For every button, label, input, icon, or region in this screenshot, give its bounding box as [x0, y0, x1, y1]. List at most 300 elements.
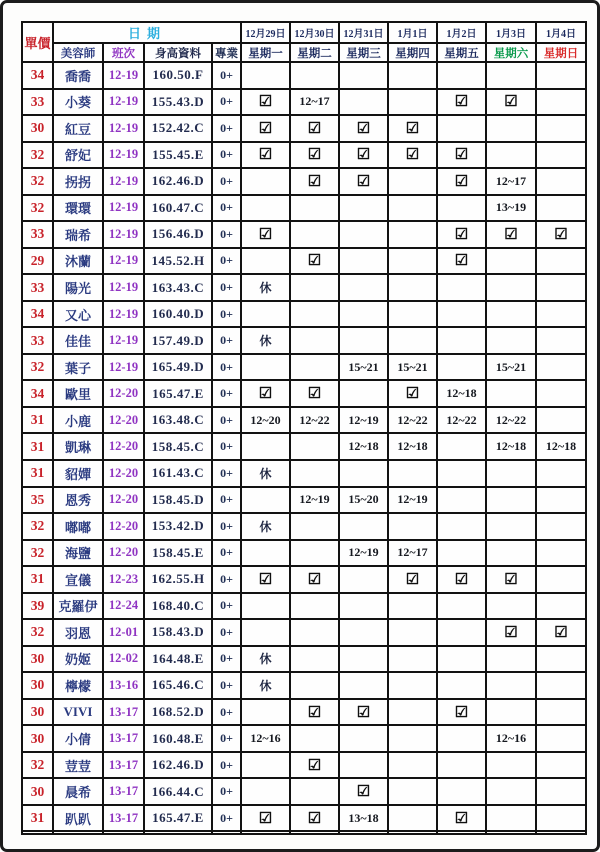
time-range-cell: 12~16 [241, 725, 290, 752]
day-cell [536, 831, 586, 834]
checked-checkbox-icon: ☑ [241, 115, 290, 142]
day-cell [486, 301, 536, 328]
checked-checkbox-icon: ☑ [437, 805, 486, 832]
day-cell [536, 725, 586, 752]
specialty-cell: 0+ [212, 195, 241, 222]
shift-cell: 12-24 [103, 593, 144, 620]
specialty-cell: 0+ [212, 752, 241, 779]
day-cell [290, 195, 339, 222]
day-cell [241, 354, 290, 381]
height-info-cell: 166.44.C [144, 778, 212, 805]
beautician-name-cell: 晨希 [53, 778, 103, 805]
checked-checkbox-icon: ☑ [437, 699, 486, 726]
beautician-name-cell: 陽光 [53, 274, 103, 301]
day-cell [388, 62, 437, 89]
height-info-cell: 152.42.C [144, 115, 212, 142]
day-cell [536, 168, 586, 195]
day-cell [437, 725, 486, 752]
weekday-header-fri: 星期五 [437, 43, 486, 62]
checked-checkbox-icon: ☑ [486, 619, 536, 646]
rest-day-cell: 休 [241, 672, 290, 699]
specialty-cell: 0+ [212, 805, 241, 832]
day-cell [241, 248, 290, 275]
shift-cell: 12-19 [103, 115, 144, 142]
specialty-cell: 0+ [212, 301, 241, 328]
day-cell [437, 513, 486, 540]
day-cell [290, 327, 339, 354]
price-cell: 31 [22, 566, 53, 593]
price-cell: 32 [22, 142, 53, 169]
day-cell [388, 646, 437, 673]
day-cell [486, 778, 536, 805]
day-cell [290, 593, 339, 620]
day-cell [486, 752, 536, 779]
shift-cell: 12-20 [103, 433, 144, 460]
shift-cell: 12-19 [103, 274, 144, 301]
price-cell: 31 [22, 805, 53, 832]
price-cell: 32 [22, 752, 53, 779]
shift-cell: 12-19 [103, 142, 144, 169]
height-info-cell: 160.40.D [144, 301, 212, 328]
shift-cell: 12-19 [103, 248, 144, 275]
time-range-cell: 12~18 [437, 380, 486, 407]
beautician-name-cell: 紅豆 [53, 115, 103, 142]
day-cell [536, 274, 586, 301]
day-cell [339, 89, 388, 116]
height-info-cell: 165.47.E [144, 380, 212, 407]
height-info-cell: 165.49.D [144, 354, 212, 381]
day-cell [290, 354, 339, 381]
checked-checkbox-icon: ☑ [290, 805, 339, 832]
day-cell [388, 725, 437, 752]
day-cell [388, 805, 437, 832]
day-cell [388, 195, 437, 222]
price-cell: 33 [22, 221, 53, 248]
specialty-cell: 0+ [212, 407, 241, 434]
price-cell: 39 [22, 593, 53, 620]
time-range-cell: 15~21 [486, 354, 536, 381]
day-cell [536, 566, 586, 593]
day-cell [339, 646, 388, 673]
time-range-cell: 13~18 [339, 805, 388, 832]
height-info-cell: 162.46.D [144, 168, 212, 195]
day-cell [486, 540, 536, 567]
checked-checkbox-icon: ☑ [486, 221, 536, 248]
price-cell: 34 [22, 62, 53, 89]
day-cell [486, 513, 536, 540]
rest-day-cell: 休 [241, 646, 290, 673]
day-cell [241, 831, 290, 834]
checked-checkbox-icon: ☑ [241, 805, 290, 832]
time-range-cell: 15~20 [339, 487, 388, 514]
shift-cell: 12-19 [103, 354, 144, 381]
beautician-name-cell: 喬喬 [53, 62, 103, 89]
day-cell [388, 619, 437, 646]
rest-day-cell: 休 [241, 460, 290, 487]
day-cell [486, 142, 536, 169]
shift-cell: 13-16 [103, 672, 144, 699]
beautician-name-cell: 恩秀 [53, 487, 103, 514]
height-info-cell: 158.45.C [144, 433, 212, 460]
height-info-cell: 158.45.D [144, 487, 212, 514]
price-cell: 33 [22, 89, 53, 116]
day-cell [437, 274, 486, 301]
price-cell: 34 [22, 301, 53, 328]
day-cell [486, 593, 536, 620]
checked-checkbox-icon: ☑ [241, 566, 290, 593]
beautician-name-cell: 嘟嘟 [53, 513, 103, 540]
time-range-cell: 12~18 [536, 433, 586, 460]
day-cell [339, 725, 388, 752]
schedule-row [22, 115, 586, 142]
schedule-row [22, 274, 586, 301]
day-cell [339, 566, 388, 593]
schedule-row [22, 142, 586, 169]
day-cell [388, 593, 437, 620]
time-range-cell: 13~19 [486, 195, 536, 222]
day-cell [388, 699, 437, 726]
specialty-cell: 0+ [212, 89, 241, 116]
day-cell [437, 115, 486, 142]
schedule-row [22, 354, 586, 381]
day-cell [339, 301, 388, 328]
day-cell [339, 62, 388, 89]
day-cell [388, 89, 437, 116]
weekday-header-mon: 星期一 [241, 43, 290, 62]
rest-day-cell: 休 [241, 327, 290, 354]
schedule-row [22, 301, 586, 328]
checked-checkbox-icon: ☑ [290, 248, 339, 275]
day-cell [536, 672, 586, 699]
day-cell [241, 168, 290, 195]
beautician-name-cell: 歐里 [53, 380, 103, 407]
time-range-cell: 12~22 [437, 407, 486, 434]
rest-day-cell: 休 [241, 274, 290, 301]
day-cell [388, 327, 437, 354]
schedule-row [22, 699, 586, 726]
height-info-header: 身高資料 [144, 43, 212, 62]
day-cell [536, 195, 586, 222]
height-info-cell: 162.55.H [144, 566, 212, 593]
day-cell [437, 831, 486, 834]
height-info-cell: 158.45.E [144, 540, 212, 567]
checked-checkbox-icon: ☑ [388, 115, 437, 142]
beautician-name-cell: 海鹽 [53, 540, 103, 567]
height-info-cell: 156.46.D [144, 221, 212, 248]
day-cell [241, 433, 290, 460]
shift-cell: 13-17 [103, 778, 144, 805]
checked-checkbox-icon: ☑ [437, 566, 486, 593]
height-info-cell: 160.48.E [144, 725, 212, 752]
price-cell: 32 [22, 513, 53, 540]
day-cell [290, 301, 339, 328]
schedule-row [22, 646, 586, 673]
day-cell [290, 540, 339, 567]
date-header-6: 1月3日 [486, 22, 536, 43]
day-cell [339, 248, 388, 275]
day-cell [486, 248, 536, 275]
specialty-header: 專業 [212, 43, 241, 62]
day-cell [437, 672, 486, 699]
specialty-cell: 0+ [212, 221, 241, 248]
checked-checkbox-icon: ☑ [339, 168, 388, 195]
checked-checkbox-icon: ☑ [388, 566, 437, 593]
day-cell [290, 274, 339, 301]
day-cell [536, 407, 586, 434]
day-cell [486, 274, 536, 301]
checked-checkbox-icon: ☑ [437, 168, 486, 195]
day-cell [290, 513, 339, 540]
checked-checkbox-icon: ☑ [290, 699, 339, 726]
shift-cell: 12-20 [103, 460, 144, 487]
checked-checkbox-icon: ☑ [339, 778, 388, 805]
specialty-cell: 0+ [212, 619, 241, 646]
day-cell [339, 327, 388, 354]
day-cell [241, 195, 290, 222]
day-cell [339, 513, 388, 540]
price-cell [22, 831, 53, 834]
specialty-cell: 0+ [212, 248, 241, 275]
day-cell [486, 672, 536, 699]
specialty-cell: 0+ [212, 115, 241, 142]
day-cell [486, 380, 536, 407]
price-cell: 31 [22, 433, 53, 460]
checked-checkbox-icon: ☑ [437, 142, 486, 169]
day-cell [388, 301, 437, 328]
checked-checkbox-icon: ☑ [388, 380, 437, 407]
day-cell [290, 433, 339, 460]
shift-cell: 12-20 [103, 487, 144, 514]
beautician-name-cell: 小葵 [53, 89, 103, 116]
day-cell [536, 301, 586, 328]
weekday-header-sun: 星期日 [536, 43, 586, 62]
schedule-row [22, 805, 586, 832]
weekday-header-sat: 星期六 [486, 43, 536, 62]
time-range-cell: 12~17 [486, 168, 536, 195]
time-range-cell: 12~20 [241, 407, 290, 434]
beautician-name-cell: 檸檬 [53, 672, 103, 699]
specialty-cell: 0+ [212, 566, 241, 593]
day-cell [339, 380, 388, 407]
checked-checkbox-icon: ☑ [290, 142, 339, 169]
specialty-cell: 0+ [212, 460, 241, 487]
shift-cell: 12-20 [103, 540, 144, 567]
shift-cell: 12-23 [103, 566, 144, 593]
time-range-cell: 12~22 [388, 407, 437, 434]
shift-cell: 12-19 [103, 301, 144, 328]
day-cell [241, 487, 290, 514]
price-cell: 30 [22, 115, 53, 142]
price-cell: 33 [22, 274, 53, 301]
time-range-cell: 12~18 [486, 433, 536, 460]
date-header-3: 12月31日 [339, 22, 388, 43]
date-header-1: 12月29日 [241, 22, 290, 43]
day-cell [536, 699, 586, 726]
beautician-name-cell: 貂嬋 [53, 460, 103, 487]
schedule-row [22, 513, 586, 540]
day-cell [437, 327, 486, 354]
day-cell [437, 354, 486, 381]
checked-checkbox-icon: ☑ [437, 248, 486, 275]
shift-cell [103, 831, 144, 834]
schedule-row [22, 407, 586, 434]
height-info-cell: 164.48.E [144, 646, 212, 673]
checked-checkbox-icon: ☑ [241, 380, 290, 407]
day-cell [437, 752, 486, 779]
beautician-name-cell: 佳佳 [53, 327, 103, 354]
time-range-cell: 12~22 [486, 407, 536, 434]
beautician-name-cell: 荳荳 [53, 752, 103, 779]
time-range-cell: 12~16 [486, 725, 536, 752]
day-cell [437, 778, 486, 805]
height-info-cell [144, 831, 212, 834]
beautician-name-cell: 凱琳 [53, 433, 103, 460]
schedule-row [22, 221, 586, 248]
beautician-name-cell: 奶姬 [53, 646, 103, 673]
weekday-header-tue: 星期二 [290, 43, 339, 62]
day-cell [290, 778, 339, 805]
beautician-name-cell: 宣儀 [53, 566, 103, 593]
date-header-2: 12月30日 [290, 22, 339, 43]
rest-day-cell: 休 [241, 513, 290, 540]
beautician-schedule-table [21, 21, 587, 835]
specialty-cell: 0+ [212, 593, 241, 620]
shift-cell: 12-19 [103, 89, 144, 116]
specialty-cell: 0+ [212, 646, 241, 673]
shift-cell: 12-20 [103, 407, 144, 434]
specialty-cell: 0+ [212, 778, 241, 805]
schedule-row [22, 89, 586, 116]
day-cell [437, 619, 486, 646]
day-cell [437, 62, 486, 89]
price-cell: 32 [22, 195, 53, 222]
day-cell [388, 274, 437, 301]
day-cell [290, 460, 339, 487]
checked-checkbox-icon: ☑ [339, 699, 388, 726]
beautician-name-cell: 瑞希 [53, 221, 103, 248]
day-cell [241, 752, 290, 779]
price-cell: 30 [22, 646, 53, 673]
schedule-row [22, 487, 586, 514]
day-cell [437, 433, 486, 460]
day-cell [536, 142, 586, 169]
day-cell [536, 513, 586, 540]
beautician-name-cell: 環環 [53, 195, 103, 222]
checked-checkbox-icon: ☑ [437, 221, 486, 248]
day-cell [536, 327, 586, 354]
height-info-cell: 161.43.C [144, 460, 212, 487]
day-cell [290, 672, 339, 699]
day-cell [241, 593, 290, 620]
checked-checkbox-icon: ☑ [290, 380, 339, 407]
day-cell [241, 301, 290, 328]
schedule-row [22, 327, 586, 354]
day-cell [437, 460, 486, 487]
day-cell [536, 593, 586, 620]
checked-checkbox-icon: ☑ [241, 221, 290, 248]
day-cell [388, 460, 437, 487]
schedule-row [22, 725, 586, 752]
height-info-cell: 155.43.D [144, 89, 212, 116]
price-cell: 30 [22, 778, 53, 805]
beautician-name-cell [53, 831, 103, 834]
day-cell [339, 672, 388, 699]
day-cell [388, 672, 437, 699]
schedule-row [22, 433, 586, 460]
day-cell [388, 752, 437, 779]
day-cell [339, 619, 388, 646]
day-cell [536, 540, 586, 567]
checked-checkbox-icon: ☑ [290, 115, 339, 142]
checked-checkbox-icon: ☑ [486, 89, 536, 116]
day-cell [536, 380, 586, 407]
weekday-header-thu: 星期四 [388, 43, 437, 62]
specialty-cell: 0+ [212, 487, 241, 514]
day-cell [241, 699, 290, 726]
shift-cell: 13-17 [103, 805, 144, 832]
day-cell [486, 805, 536, 832]
schedule-row [22, 168, 586, 195]
day-cell [486, 646, 536, 673]
day-cell [241, 778, 290, 805]
day-cell [388, 168, 437, 195]
height-info-cell: 160.47.C [144, 195, 212, 222]
height-info-cell: 162.46.D [144, 752, 212, 779]
height-info-cell: 157.49.D [144, 327, 212, 354]
time-range-cell: 12~19 [290, 487, 339, 514]
day-cell [339, 195, 388, 222]
height-info-cell: 165.46.C [144, 672, 212, 699]
height-info-cell: 155.45.E [144, 142, 212, 169]
day-cell [536, 89, 586, 116]
checked-checkbox-icon: ☑ [437, 89, 486, 116]
price-cell: 30 [22, 725, 53, 752]
day-cell [290, 831, 339, 834]
height-info-cell: 163.43.C [144, 274, 212, 301]
day-cell [241, 540, 290, 567]
checked-checkbox-icon: ☑ [536, 619, 586, 646]
checked-checkbox-icon: ☑ [290, 566, 339, 593]
day-cell [536, 487, 586, 514]
beautician-name-cell: 又心 [53, 301, 103, 328]
beautician-name-cell: 舒妃 [53, 142, 103, 169]
date-header-4: 1月1日 [388, 22, 437, 43]
time-range-cell: 12~17 [388, 540, 437, 567]
beautician-name-cell: 小鹿 [53, 407, 103, 434]
specialty-cell: 0+ [212, 354, 241, 381]
schedule-row [22, 672, 586, 699]
shift-cell: 12-20 [103, 380, 144, 407]
day-cell [437, 540, 486, 567]
day-cell [388, 831, 437, 834]
date-span-header: 日期 [53, 22, 241, 43]
price-cell: 29 [22, 248, 53, 275]
day-cell [339, 831, 388, 834]
beautician-name-cell: 小倩 [53, 725, 103, 752]
shift-cell: 12-19 [103, 327, 144, 354]
day-cell [486, 62, 536, 89]
shift-cell: 12-19 [103, 195, 144, 222]
specialty-cell: 0+ [212, 513, 241, 540]
schedule-row [22, 248, 586, 275]
shift-cell: 12-01 [103, 619, 144, 646]
day-cell [388, 778, 437, 805]
height-info-cell: 158.43.D [144, 619, 212, 646]
height-info-cell: 168.52.D [144, 699, 212, 726]
day-cell [437, 301, 486, 328]
shift-cell: 12-19 [103, 168, 144, 195]
specialty-cell: 0+ [212, 380, 241, 407]
